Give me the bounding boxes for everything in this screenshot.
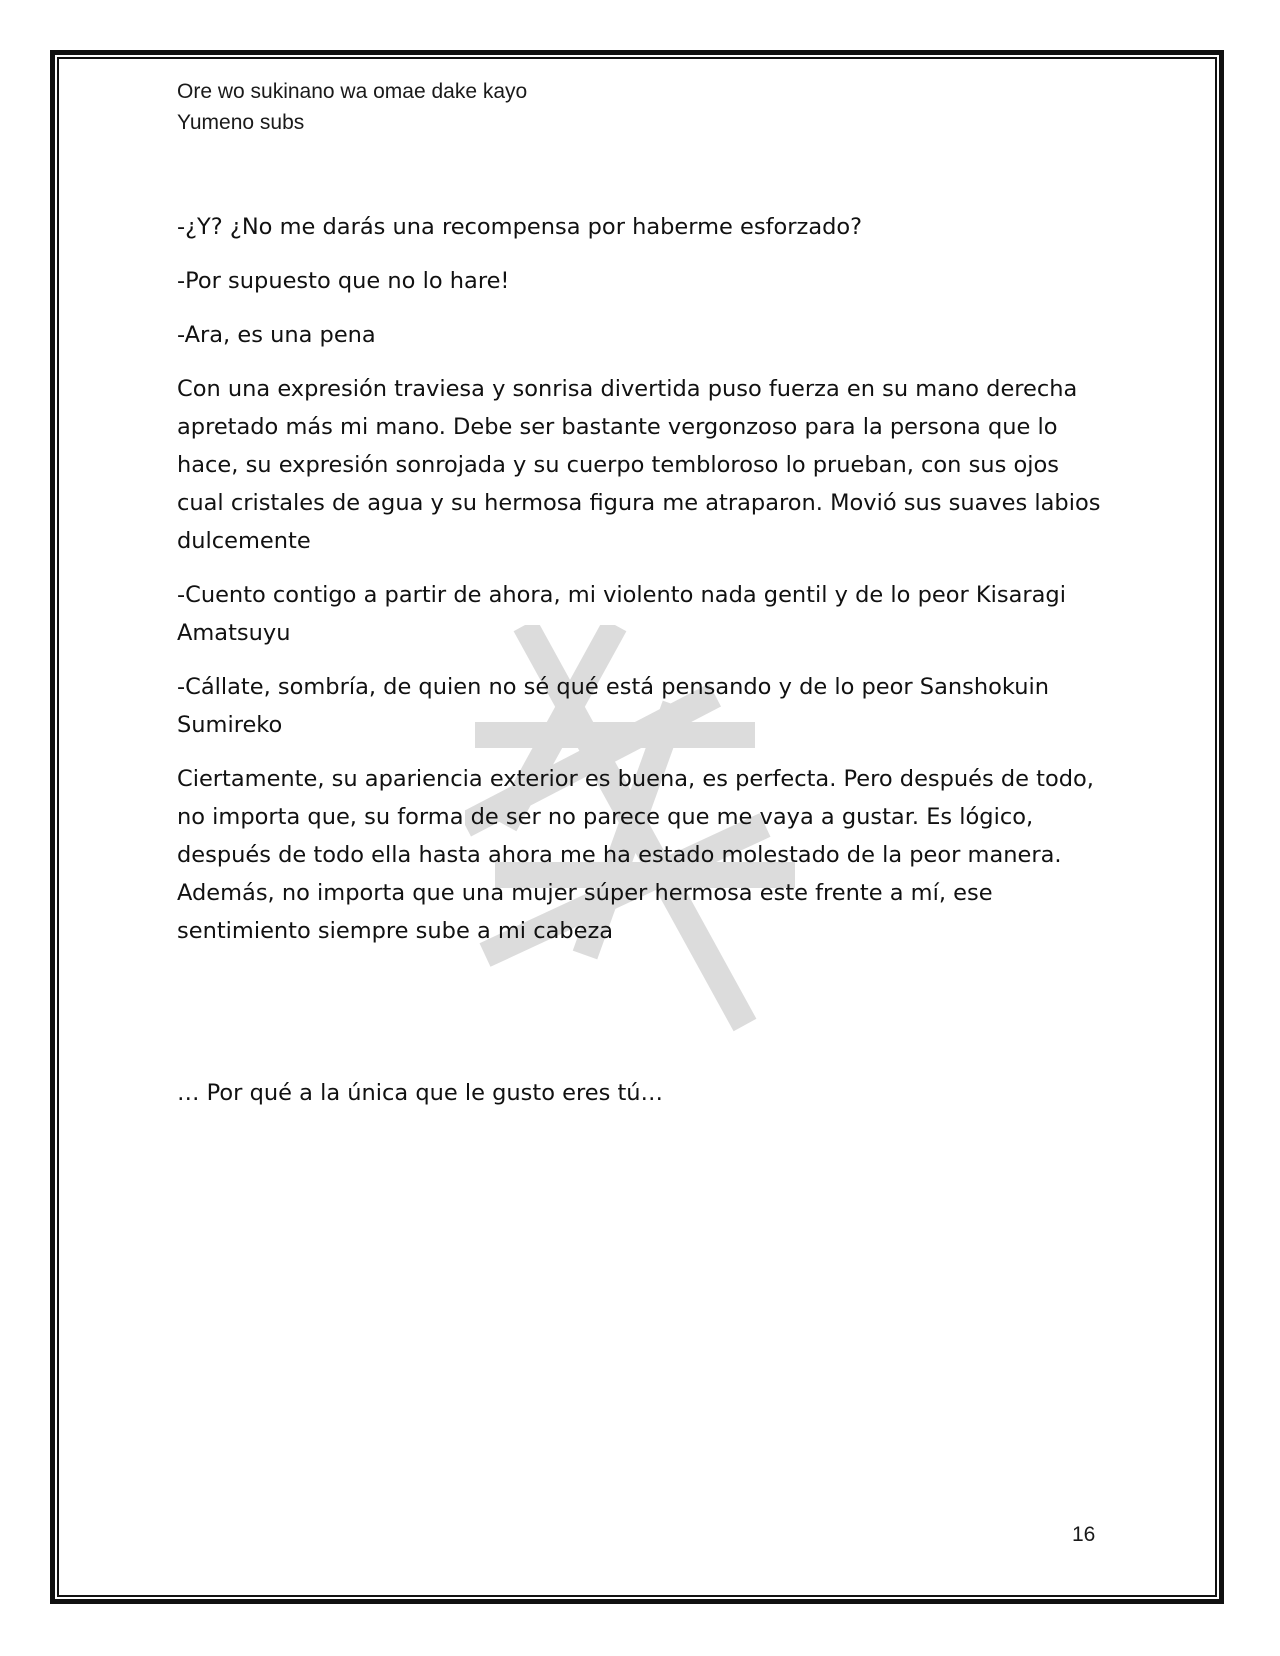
paragraph: Ciertamente, su apariencia exterior es buena, es perfecta. Pero después de todo, no importa que, su forma de ser no parece que me vaya a gustar. Es lógico, después de todo ella hasta ahora me ha estado molestado de la peor manera. Además, no importa que una mujer súper hermosa este frente a mí, ese sentimiento siempre sube a mi cabeza <box>177 766 1094 944</box>
paragraph: -Cállate, sombría, de quien no sé qué está pensando y de lo peor Sanshokuin Sumireko <box>177 674 1049 738</box>
closing-line: … Por qué a la única que le gusto eres tú… <box>177 1080 664 1106</box>
paragraph: Con una expresión traviesa y sonrisa divertida puso fuerza en su mano derecha apretado más mi mano. Debe ser bastante vergonzoso para la persona que lo hace, su expresión sonrojada y su cuerpo tembloroso lo prueban, con sus ojos cual cristales de agua y su hermosa figura me atraparon. Movió sus suaves labios dulcemente <box>177 376 1101 554</box>
header-title: Ore wo sukinano wa omae dake kayo <box>177 80 528 103</box>
paragraph: -Ara, es una pena <box>177 322 376 348</box>
paragraph: -Cuento contigo a partir de ahora, mi violento nada gentil y de lo peor Kisaragi Amatsuyu <box>177 582 1066 646</box>
body-text <box>177 208 1107 966</box>
page-number: 16 <box>1072 1523 1096 1546</box>
document-header <box>177 76 527 138</box>
paragraph: -¿Y? ¿No me darás una recompensa por haberme esforzado? <box>177 214 863 240</box>
header-group: Yumeno subs <box>177 111 305 134</box>
paragraph: -Por supuesto que no lo hare! <box>177 268 510 294</box>
